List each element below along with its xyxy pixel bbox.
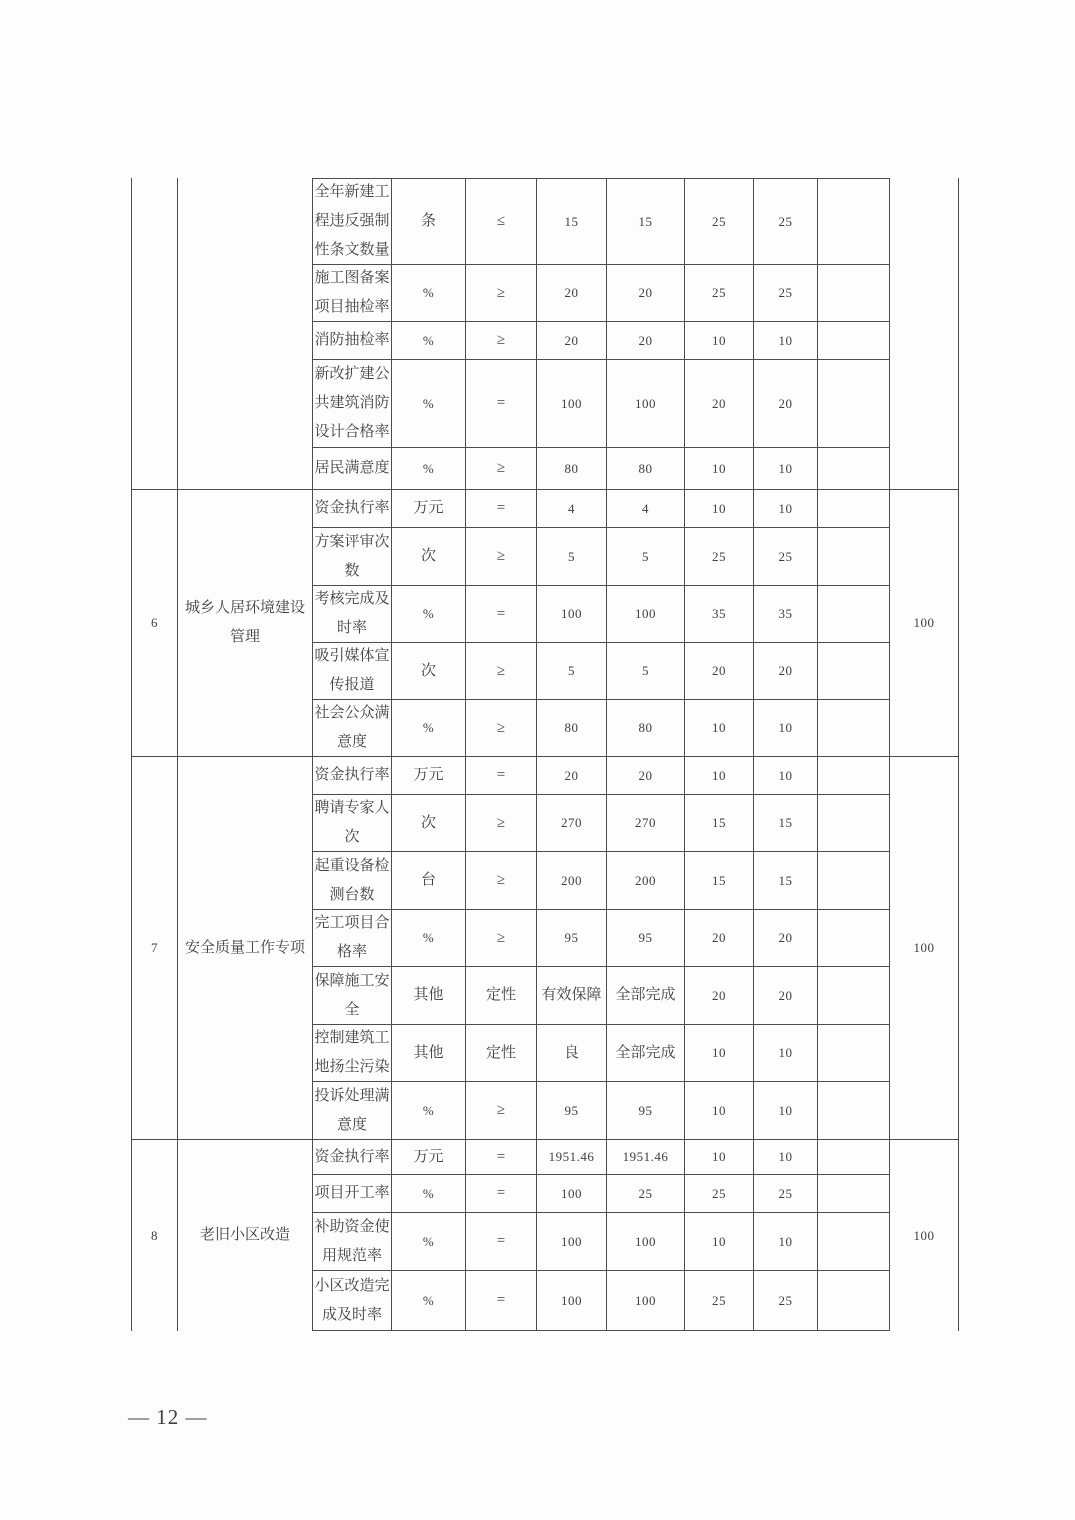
- unit-cell: 其他: [392, 1025, 466, 1082]
- indicator-cell: 考核完成及时率: [313, 586, 392, 643]
- score-cell: 10: [754, 757, 818, 795]
- unit-cell: %: [392, 360, 466, 448]
- indicator-cell: 控制建筑工地扬尘污染: [313, 1025, 392, 1082]
- indicator-cell: 消防抽检率: [313, 322, 392, 360]
- unit-cell: %: [392, 1175, 466, 1213]
- operator-cell: ≥: [466, 528, 537, 586]
- points-cell: 10: [685, 490, 754, 528]
- points-cell: 35: [685, 586, 754, 643]
- unit-cell: 万元: [392, 757, 466, 795]
- remark-cell: [818, 1271, 890, 1331]
- unit-cell: %: [392, 910, 466, 967]
- unit-cell: 万元: [392, 1140, 466, 1175]
- completion-value-cell: 全部完成: [607, 1025, 685, 1082]
- unit-cell: 其他: [392, 967, 466, 1025]
- operator-cell: ≥: [466, 448, 537, 490]
- points-cell: 10: [685, 1082, 754, 1140]
- remark-cell: [818, 1025, 890, 1082]
- unit-cell: 条: [392, 178, 466, 265]
- unit-cell: 次: [392, 528, 466, 586]
- points-cell: 10: [685, 1140, 754, 1175]
- completion-value-cell: 95: [607, 910, 685, 967]
- target-value-cell: 80: [537, 700, 607, 757]
- target-value-cell: 20: [537, 265, 607, 322]
- indicator-cell: 保障施工安全: [313, 967, 392, 1025]
- operator-cell: ≥: [466, 795, 537, 852]
- target-value-cell: 100: [537, 1213, 607, 1271]
- remark-cell: [818, 852, 890, 910]
- total-score-cell: [890, 178, 959, 490]
- total-score-cell: 100: [890, 757, 959, 1140]
- remark-cell: [818, 795, 890, 852]
- indicator-cell: 小区改造完成及时率: [313, 1271, 392, 1331]
- remark-cell: [818, 360, 890, 448]
- indicator-cell: 投诉处理满意度: [313, 1082, 392, 1140]
- target-value-cell: 20: [537, 757, 607, 795]
- remark-cell: [818, 1175, 890, 1213]
- section-number-cell: 7: [132, 757, 178, 1140]
- target-value-cell: 100: [537, 1271, 607, 1331]
- indicator-cell: 全年新建工程违反强制性条文数量: [313, 178, 392, 265]
- project-name-cell: 城乡人居环境建设管理: [178, 490, 313, 757]
- score-cell: 25: [754, 528, 818, 586]
- remark-cell: [818, 643, 890, 700]
- completion-value-cell: 100: [607, 1213, 685, 1271]
- points-cell: 10: [685, 700, 754, 757]
- points-cell: 15: [685, 852, 754, 910]
- completion-value-cell: 270: [607, 795, 685, 852]
- completion-value-cell: 25: [607, 1175, 685, 1213]
- target-value-cell: 5: [537, 643, 607, 700]
- points-cell: 25: [685, 528, 754, 586]
- points-cell: 15: [685, 795, 754, 852]
- remark-cell: [818, 490, 890, 528]
- remark-cell: [818, 1213, 890, 1271]
- points-cell: 25: [685, 265, 754, 322]
- target-value-cell: 5: [537, 528, 607, 586]
- points-cell: 10: [685, 1213, 754, 1271]
- remark-cell: [818, 700, 890, 757]
- operator-cell: ≥: [466, 643, 537, 700]
- points-cell: 10: [685, 757, 754, 795]
- operator-cell: =: [466, 1213, 537, 1271]
- operator-cell: ≥: [466, 265, 537, 322]
- points-cell: 10: [685, 1025, 754, 1082]
- points-cell: 10: [685, 448, 754, 490]
- score-cell: 10: [754, 1082, 818, 1140]
- indicator-cell: 新改扩建公共建筑消防设计合格率: [313, 360, 392, 448]
- score-cell: 20: [754, 360, 818, 448]
- score-cell: 25: [754, 265, 818, 322]
- completion-value-cell: 20: [607, 757, 685, 795]
- indicator-cell: 吸引媒体宣传报道: [313, 643, 392, 700]
- score-cell: 25: [754, 178, 818, 265]
- completion-value-cell: 100: [607, 360, 685, 448]
- completion-value-cell: 20: [607, 322, 685, 360]
- completion-value-cell: 全部完成: [607, 967, 685, 1025]
- indicator-cell: 聘请专家人次: [313, 795, 392, 852]
- completion-value-cell: 100: [607, 1271, 685, 1331]
- unit-cell: 万元: [392, 490, 466, 528]
- remark-cell: [818, 757, 890, 795]
- unit-cell: %: [392, 448, 466, 490]
- points-cell: 20: [685, 967, 754, 1025]
- target-value-cell: 95: [537, 910, 607, 967]
- remark-cell: [818, 178, 890, 265]
- completion-value-cell: 95: [607, 1082, 685, 1140]
- unit-cell: %: [392, 700, 466, 757]
- operator-cell: ≥: [466, 852, 537, 910]
- operator-cell: ≥: [466, 1082, 537, 1140]
- remark-cell: [818, 528, 890, 586]
- score-cell: 10: [754, 1213, 818, 1271]
- points-cell: 10: [685, 322, 754, 360]
- target-value-cell: 100: [537, 586, 607, 643]
- score-cell: 10: [754, 490, 818, 528]
- indicator-cell: 居民满意度: [313, 448, 392, 490]
- indicator-cell: 项目开工率: [313, 1175, 392, 1213]
- score-cell: 10: [754, 448, 818, 490]
- unit-cell: %: [392, 1213, 466, 1271]
- target-value-cell: 200: [537, 852, 607, 910]
- remark-cell: [818, 967, 890, 1025]
- completion-value-cell: 100: [607, 586, 685, 643]
- indicator-cell: 施工图备案项目抽检率: [313, 265, 392, 322]
- unit-cell: %: [392, 1082, 466, 1140]
- remark-cell: [818, 910, 890, 967]
- score-cell: 35: [754, 586, 818, 643]
- target-value-cell: 良: [537, 1025, 607, 1082]
- points-cell: 20: [685, 360, 754, 448]
- indicator-cell: 方案评审次数: [313, 528, 392, 586]
- target-value-cell: 270: [537, 795, 607, 852]
- section-number-cell: 6: [132, 490, 178, 757]
- target-value-cell: 1951.46: [537, 1140, 607, 1175]
- operator-cell: ≥: [466, 322, 537, 360]
- score-cell: 25: [754, 1175, 818, 1213]
- section-number-cell: 8: [132, 1140, 178, 1331]
- remark-cell: [818, 1082, 890, 1140]
- completion-value-cell: 20: [607, 265, 685, 322]
- operator-cell: =: [466, 1175, 537, 1213]
- completion-value-cell: 4: [607, 490, 685, 528]
- unit-cell: %: [392, 265, 466, 322]
- operator-cell: =: [466, 360, 537, 448]
- score-cell: 25: [754, 1271, 818, 1331]
- operator-cell: =: [466, 1271, 537, 1331]
- completion-value-cell: 5: [607, 643, 685, 700]
- points-cell: 25: [685, 1271, 754, 1331]
- score-cell: 20: [754, 967, 818, 1025]
- indicator-cell: 资金执行率: [313, 490, 392, 528]
- operator-cell: 定性: [466, 967, 537, 1025]
- operator-cell: =: [466, 490, 537, 528]
- target-value-cell: 4: [537, 490, 607, 528]
- indicator-cell: 资金执行率: [313, 1140, 392, 1175]
- operator-cell: =: [466, 757, 537, 795]
- target-value-cell: 95: [537, 1082, 607, 1140]
- operator-cell: ≥: [466, 700, 537, 757]
- score-cell: 15: [754, 795, 818, 852]
- project-name-cell: [178, 178, 313, 490]
- unit-cell: 次: [392, 795, 466, 852]
- operator-cell: =: [466, 586, 537, 643]
- target-value-cell: 有效保障: [537, 967, 607, 1025]
- indicator-cell: 起重设备检测台数: [313, 852, 392, 910]
- score-cell: 10: [754, 1140, 818, 1175]
- completion-value-cell: 5: [607, 528, 685, 586]
- completion-value-cell: 80: [607, 700, 685, 757]
- indicator-table: [131, 178, 959, 1331]
- indicator-cell: 完工项目合格率: [313, 910, 392, 967]
- completion-value-cell: 200: [607, 852, 685, 910]
- operator-cell: ≤: [466, 178, 537, 265]
- remark-cell: [818, 586, 890, 643]
- score-cell: 15: [754, 852, 818, 910]
- unit-cell: %: [392, 586, 466, 643]
- target-value-cell: 100: [537, 1175, 607, 1213]
- completion-value-cell: 15: [607, 178, 685, 265]
- score-cell: 10: [754, 700, 818, 757]
- operator-cell: ≥: [466, 910, 537, 967]
- points-cell: 25: [685, 1175, 754, 1213]
- points-cell: 20: [685, 643, 754, 700]
- unit-cell: %: [392, 1271, 466, 1331]
- indicator-cell: 社会公众满意度: [313, 700, 392, 757]
- remark-cell: [818, 265, 890, 322]
- total-score-cell: 100: [890, 490, 959, 757]
- points-cell: 20: [685, 910, 754, 967]
- completion-value-cell: 80: [607, 448, 685, 490]
- score-cell: 20: [754, 910, 818, 967]
- target-value-cell: 20: [537, 322, 607, 360]
- unit-cell: 台: [392, 852, 466, 910]
- operator-cell: =: [466, 1140, 537, 1175]
- section-number-cell: [132, 178, 178, 490]
- remark-cell: [818, 322, 890, 360]
- target-value-cell: 15: [537, 178, 607, 265]
- points-cell: 25: [685, 178, 754, 265]
- score-cell: 20: [754, 643, 818, 700]
- page-number: — 12 —: [128, 1405, 208, 1429]
- score-cell: 10: [754, 1025, 818, 1082]
- indicator-cell: 资金执行率: [313, 757, 392, 795]
- target-value-cell: 100: [537, 360, 607, 448]
- unit-cell: 次: [392, 643, 466, 700]
- total-score-cell: 100: [890, 1140, 959, 1331]
- remark-cell: [818, 448, 890, 490]
- target-value-cell: 80: [537, 448, 607, 490]
- operator-cell: 定性: [466, 1025, 537, 1082]
- remark-cell: [818, 1140, 890, 1175]
- project-name-cell: 安全质量工作专项: [178, 757, 313, 1140]
- unit-cell: %: [392, 322, 466, 360]
- completion-value-cell: 1951.46: [607, 1140, 685, 1175]
- project-name-cell: 老旧小区改造: [178, 1140, 313, 1331]
- score-cell: 10: [754, 322, 818, 360]
- indicator-cell: 补助资金使用规范率: [313, 1213, 392, 1271]
